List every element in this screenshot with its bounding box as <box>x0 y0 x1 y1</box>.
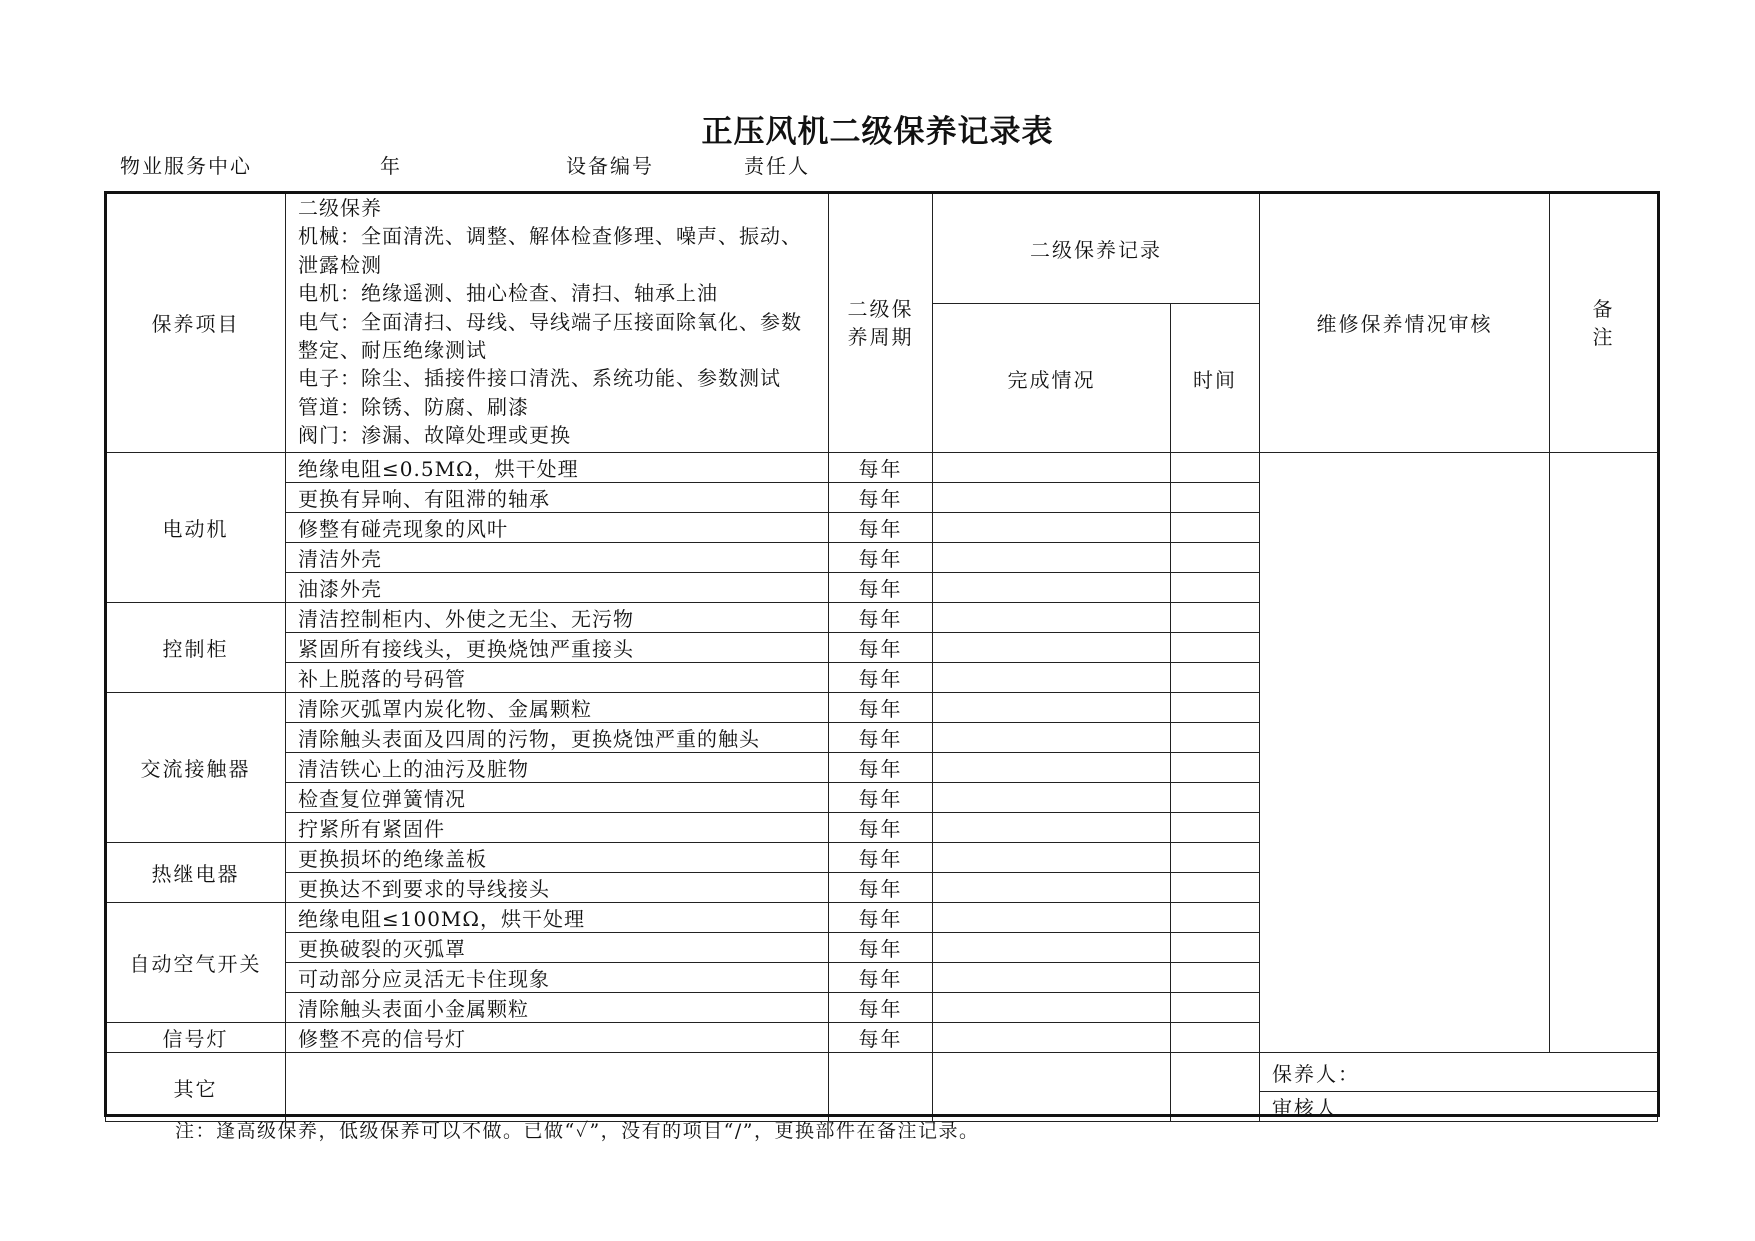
time-cell[interactable] <box>1171 693 1260 723</box>
time-cell[interactable] <box>1171 483 1260 513</box>
time-cell[interactable] <box>1171 993 1260 1023</box>
item-period: 每年 <box>829 1023 933 1053</box>
item-description: 油漆外壳 <box>286 573 829 603</box>
desc-line: 机械：全面清洗、调整、解体检查修理、噪声、振动、泄露检测 <box>298 224 802 277</box>
completion-cell[interactable] <box>933 633 1171 663</box>
completion-cell[interactable] <box>933 663 1171 693</box>
item-description: 检查复位弹簧情况 <box>286 783 829 813</box>
other-item-cell[interactable] <box>286 1053 829 1122</box>
completion-cell[interactable] <box>933 843 1171 873</box>
item-period: 每年 <box>829 933 933 963</box>
item-period: 每年 <box>829 543 933 573</box>
time-cell[interactable] <box>1171 603 1260 633</box>
time-cell[interactable] <box>1171 843 1260 873</box>
other-row <box>106 1053 1658 1092</box>
completion-cell[interactable] <box>933 693 1171 723</box>
item-period: 每年 <box>829 513 933 543</box>
time-cell[interactable] <box>1171 453 1260 483</box>
item-description: 清除触头表面小金属颗粒 <box>286 993 829 1023</box>
group-name: 控制柜 <box>106 603 286 693</box>
item-description: 拧紧所有紧固件 <box>286 813 829 843</box>
header-maintenance-item: 保养项目 <box>106 193 286 453</box>
completion-cell[interactable] <box>933 1023 1171 1053</box>
item-description: 修整不亮的信号灯 <box>286 1023 829 1053</box>
item-period: 每年 <box>829 633 933 663</box>
completion-cell[interactable] <box>933 513 1171 543</box>
item-period: 每年 <box>829 483 933 513</box>
group-name: 自动空气开关 <box>106 903 286 1023</box>
time-cell[interactable] <box>1171 783 1260 813</box>
item-description: 更换有异响、有阻滞的轴承 <box>286 483 829 513</box>
header-remarks: 备注 <box>1550 193 1658 453</box>
item-description: 更换损坏的绝缘盖板 <box>286 843 829 873</box>
item-description: 补上脱落的号码管 <box>286 663 829 693</box>
time-cell[interactable] <box>1171 663 1260 693</box>
time-cell[interactable] <box>1171 873 1260 903</box>
completion-cell[interactable] <box>933 723 1171 753</box>
item-description: 清除触头表面及四周的污物，更换烧蚀严重的触头 <box>286 723 829 753</box>
other-completion-cell[interactable] <box>933 1053 1171 1122</box>
completion-cell[interactable] <box>933 963 1171 993</box>
desc-line: 管道：除锈、防腐、刷漆 <box>298 394 529 419</box>
item-period: 每年 <box>829 723 933 753</box>
item-period: 每年 <box>829 843 933 873</box>
item-period: 每年 <box>829 963 933 993</box>
item-period: 每年 <box>829 993 933 1023</box>
completion-cell[interactable] <box>933 603 1171 633</box>
item-period: 每年 <box>829 603 933 633</box>
item-period: 每年 <box>829 753 933 783</box>
completion-cell[interactable] <box>933 873 1171 903</box>
time-cell[interactable] <box>1171 543 1260 573</box>
other-time-cell[interactable] <box>1171 1053 1260 1122</box>
time-cell[interactable] <box>1171 753 1260 783</box>
header-level2-record: 二级保养记录 <box>933 193 1260 304</box>
page-title: 正压风机二级保养记录表 <box>701 114 1054 150</box>
item-description: 绝缘电阻≤100MΩ，烘干处理 <box>286 903 829 933</box>
maintainer-signature[interactable]: 保养人： <box>1260 1053 1658 1092</box>
completion-cell[interactable] <box>933 903 1171 933</box>
other-label: 其它 <box>106 1053 286 1122</box>
reviewer-signature[interactable]: 审核人 <box>1260 1092 1658 1122</box>
item-period: 每年 <box>829 663 933 693</box>
audit-cell[interactable] <box>1260 453 1550 1053</box>
desc-line: 二级保养 <box>298 196 382 220</box>
item-description: 清洁外壳 <box>286 543 829 573</box>
group-name: 交流接触器 <box>106 693 286 843</box>
header-maintenance-period: 二级保养周期 <box>829 193 933 453</box>
completion-cell[interactable] <box>933 543 1171 573</box>
item-description: 清洁控制柜内、外使之无尘、无污物 <box>286 603 829 633</box>
item-description: 可动部分应灵活无卡住现象 <box>286 963 829 993</box>
time-cell[interactable] <box>1171 963 1260 993</box>
header-maintenance-audit: 维修保养情况审核 <box>1260 193 1550 453</box>
group-name: 热继电器 <box>106 843 286 903</box>
item-period: 每年 <box>829 453 933 483</box>
group-name: 电动机 <box>106 453 286 603</box>
desc-line: 电子：除尘、插接件接口清洗、系统功能、参数测试 <box>298 366 781 391</box>
header-level2-description <box>286 193 829 453</box>
item-period: 每年 <box>829 573 933 603</box>
completion-cell[interactable] <box>933 813 1171 843</box>
group-name: 信号灯 <box>106 1023 286 1053</box>
year-label: 年 <box>380 154 402 178</box>
service-center-label: 物业服务中心 <box>120 154 252 178</box>
time-cell[interactable] <box>1171 903 1260 933</box>
item-period: 每年 <box>829 783 933 813</box>
desc-line: 阀门：渗漏、故障处理或更换 <box>298 423 571 448</box>
completion-cell[interactable] <box>933 783 1171 813</box>
item-description: 紧固所有接线头，更换烧蚀严重接头 <box>286 633 829 663</box>
item-period: 每年 <box>829 873 933 903</box>
equipment-number-label: 设备编号 <box>566 154 654 178</box>
time-cell[interactable] <box>1171 1023 1260 1053</box>
completion-cell[interactable] <box>933 483 1171 513</box>
desc-line: 电机：绝缘遥测、抽心检查、清扫、轴承上油 <box>298 281 718 306</box>
maintenance-record-table <box>105 192 1658 1122</box>
item-description: 清洁铁心上的油污及脏物 <box>286 753 829 783</box>
remarks-cell[interactable] <box>1550 453 1658 1053</box>
table-row <box>106 453 1658 483</box>
time-cell[interactable] <box>1171 723 1260 753</box>
header-completion-status: 完成情况 <box>933 304 1171 453</box>
item-period: 每年 <box>829 903 933 933</box>
item-period: 每年 <box>829 813 933 843</box>
completion-cell[interactable] <box>933 933 1171 963</box>
header-time: 时间 <box>1171 304 1260 453</box>
item-description: 更换达不到要求的导线接头 <box>286 873 829 903</box>
item-description: 清除灭弧罩内炭化物、金属颗粒 <box>286 693 829 723</box>
item-description: 更换破裂的灭弧罩 <box>286 933 829 963</box>
item-description: 绝缘电阻≤0.5MΩ，烘干处理 <box>286 453 829 483</box>
time-cell[interactable] <box>1171 513 1260 543</box>
completion-cell[interactable] <box>933 993 1171 1023</box>
footnote: 注：逢高级保养，低级保养可以不做。已做“✓”，没有的项目“/”，更换部件在备注记录。 <box>175 1120 980 1142</box>
item-period: 每年 <box>829 693 933 723</box>
time-cell[interactable] <box>1171 813 1260 843</box>
item-description: 修整有碰壳现象的风叶 <box>286 513 829 543</box>
completion-cell[interactable] <box>933 573 1171 603</box>
desc-line: 电气：全面清扫、母线、导线端子压接面除氧化、参数整定、耐压绝缘测试 <box>298 309 802 363</box>
completion-cell[interactable] <box>933 753 1171 783</box>
other-period-cell[interactable] <box>829 1053 933 1122</box>
completion-cell[interactable] <box>933 453 1171 483</box>
responsible-person-label: 责任人 <box>744 154 810 178</box>
time-cell[interactable] <box>1171 573 1260 603</box>
time-cell[interactable] <box>1171 933 1260 963</box>
time-cell[interactable] <box>1171 633 1260 663</box>
